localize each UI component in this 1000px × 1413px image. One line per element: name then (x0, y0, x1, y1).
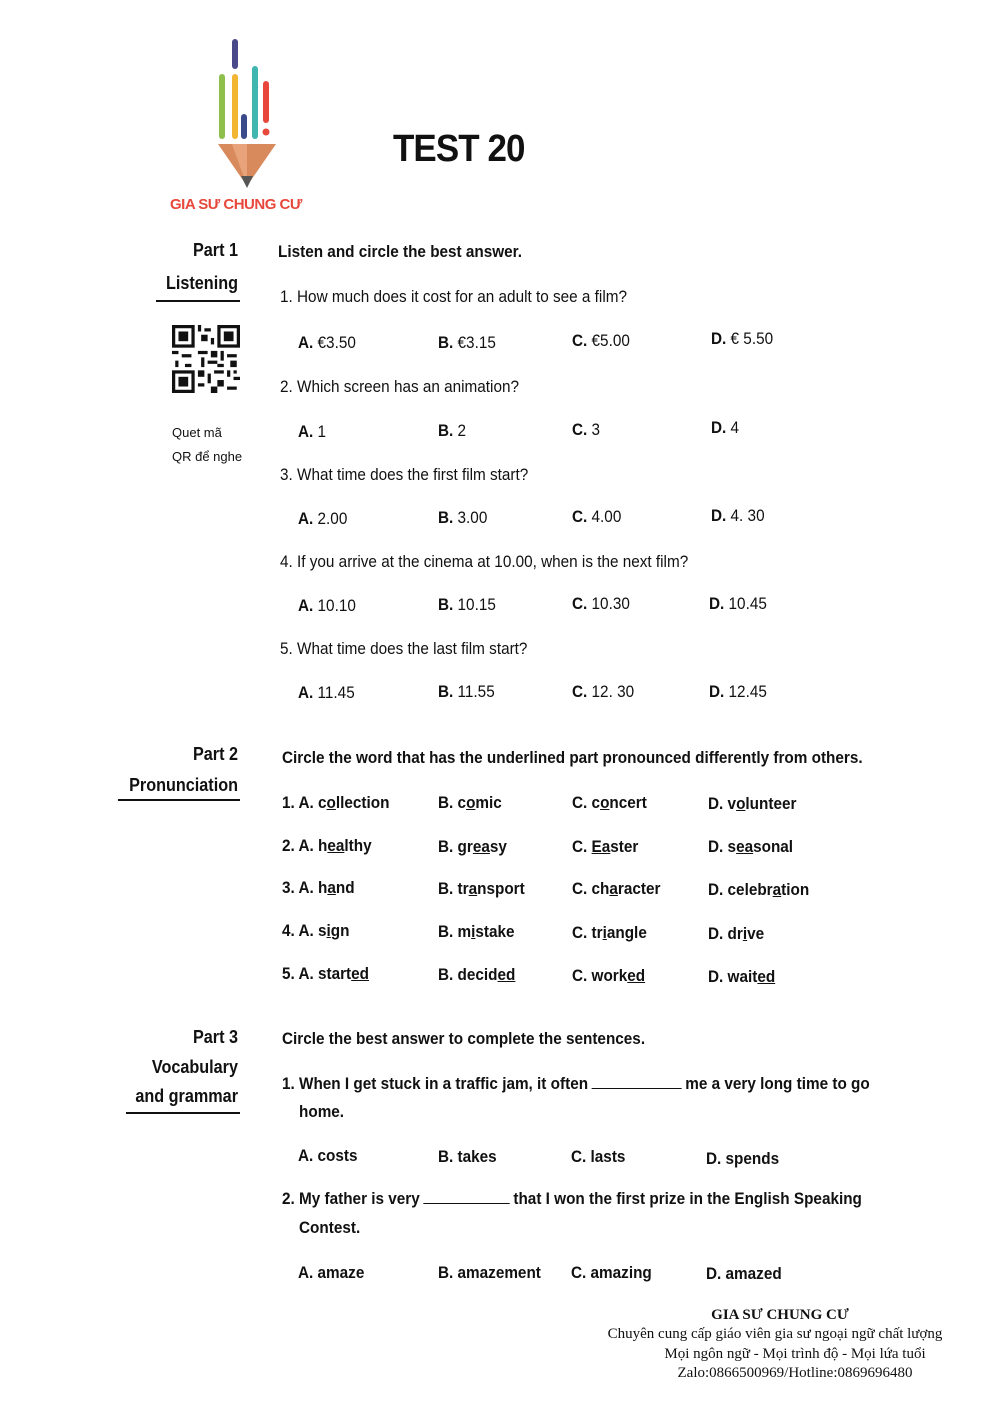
word-prefix: D. s (708, 837, 737, 856)
part2-instruction: Circle the word that has the underlined part pronounced differently from others. (282, 748, 863, 767)
answer-option (298, 422, 326, 442)
underlined-part: Ea (591, 837, 611, 856)
answer-option: D. spends (706, 1149, 780, 1168)
option-letter: C. (572, 331, 588, 350)
pronunciation-option (708, 924, 764, 944)
question-continuation: Contest. (299, 1218, 361, 1237)
pronunciation-option (438, 837, 507, 857)
option-text: 10.30 (587, 594, 630, 613)
footer-contact: Zalo:0866500969/Hotline:0869696480 (677, 1365, 913, 1381)
pencil-logo-icon (212, 36, 282, 191)
underlined-part: ea (472, 837, 490, 856)
option-letter: C. (572, 507, 588, 526)
word-prefix: C. c (572, 793, 601, 812)
option-letter: D. (711, 329, 727, 348)
word-suffix: stake (475, 922, 515, 941)
answer-option (438, 333, 496, 353)
word-prefix: B. decid (438, 965, 498, 984)
part2-name: Pronunciation (129, 775, 238, 795)
answer-option (572, 682, 634, 702)
option-text: 1 (313, 422, 327, 441)
option-letter: D. (709, 594, 725, 613)
qr-caption-line1: Quet mã (172, 425, 222, 440)
option-letter: B. (438, 595, 454, 614)
word-suffix: tion (781, 880, 810, 899)
answer-option (572, 507, 621, 527)
grammar-question (282, 1074, 870, 1094)
word-prefix: C. (572, 837, 592, 856)
underlined-part: o (326, 793, 336, 812)
answer-option (438, 682, 495, 702)
option-text: 11.55 (453, 682, 495, 701)
option-text: 3.00 (453, 508, 488, 527)
part1-instruction: Listen and circle the best answer. (278, 242, 523, 261)
word-prefix: B. m (438, 922, 472, 941)
word-prefix: B. gr (438, 837, 473, 856)
option-letter: B. (438, 333, 454, 352)
footer-slogan: Mọi ngôn ngữ - Mọi trình độ - Mọi lứa tuổi (664, 1346, 926, 1362)
word-suffix: nsport (477, 879, 525, 898)
option-text: 3 (587, 420, 601, 439)
word-prefix: D. dr (708, 924, 743, 943)
word-prefix: 1. A. c (282, 793, 327, 812)
underlined-part: ea (736, 837, 754, 856)
option-text: 11.45 (313, 683, 355, 702)
underlined-part: ea (327, 836, 345, 855)
pronunciation-option (282, 793, 389, 813)
answer-option (572, 594, 630, 614)
word-prefix: 3. A. h (282, 878, 328, 897)
pronunciation-option (572, 879, 660, 899)
pronunciation-option (572, 923, 647, 943)
answer-option: C. lasts (571, 1147, 626, 1166)
option-letter: C. (572, 594, 588, 613)
word-prefix: D. celebr (708, 880, 773, 899)
footer-brand: GIA SƯ CHUNG CƯ (711, 1307, 849, 1323)
word-suffix: angle (606, 923, 647, 942)
underlined-part: ed (351, 964, 370, 983)
word-prefix: B. tr (438, 879, 469, 898)
option-text: €3.50 (313, 333, 356, 352)
listening-question: 5. What time does the last film start? (280, 639, 528, 658)
option-letter: C. (572, 682, 588, 701)
word-prefix: C. work (572, 966, 628, 985)
option-letter: C. (572, 420, 588, 439)
question-text: 2. My father is very (282, 1189, 420, 1208)
question-continuation: home. (299, 1102, 345, 1121)
answer-option (438, 508, 487, 528)
part1-underline (156, 300, 240, 302)
option-text: 2 (453, 421, 467, 440)
option-text: 10.45 (724, 594, 767, 613)
word-suffix: mic (475, 793, 502, 812)
qr-caption-line2: QR để nghe (172, 449, 243, 464)
underlined-part: a (327, 878, 336, 897)
answer-option: B. amazement (438, 1263, 541, 1282)
option-letter: D. (709, 682, 725, 701)
answer-option: A. costs (298, 1146, 358, 1165)
answer-option (298, 509, 347, 529)
answer-option (298, 596, 356, 616)
brand-name: GIA SƯ CHUNG CƯ (170, 196, 302, 213)
answer-option (709, 594, 767, 614)
word-suffix: ster (610, 837, 639, 856)
underlined-part: ed (627, 966, 646, 985)
word-suffix: sy (489, 837, 507, 856)
underlined-part: o (600, 793, 610, 812)
part1-name: Listening (166, 273, 238, 293)
word-prefix: 2. A. h (282, 836, 328, 855)
underlined-part: a (609, 879, 618, 898)
pronunciation-option (282, 878, 355, 898)
answer-option: C. amazing (571, 1263, 652, 1282)
answer-option: B. takes (438, 1147, 497, 1166)
word-prefix: 5. A. start (282, 964, 352, 983)
option-text: 4.00 (587, 507, 622, 526)
answer-option (572, 420, 600, 440)
option-letter: A. (298, 509, 314, 528)
part3-name-line1: Vocabulary (151, 1057, 238, 1077)
option-letter: A. (298, 683, 314, 702)
option-text: €5.00 (587, 331, 630, 350)
option-letter: D. (711, 506, 727, 525)
word-suffix: nd (335, 878, 355, 897)
pronunciation-option (708, 794, 796, 814)
question-text: 1. When I get stuck in a traffic jam, it often (282, 1074, 589, 1093)
part3-label: Part 3 (192, 1027, 238, 1047)
word-prefix: B. c (438, 793, 467, 812)
listening-question: 4. If you arrive at the cinema at 10.00, when is the next film? (280, 552, 689, 571)
option-text: € 5.50 (726, 329, 774, 348)
underlined-part: a (468, 879, 478, 898)
option-text: 2.00 (313, 509, 348, 528)
listening-question: 2. Which screen has an animation? (280, 377, 519, 396)
option-letter: A. (298, 596, 314, 615)
answer-option (711, 329, 773, 349)
pronunciation-option (282, 921, 349, 941)
option-letter: B. (438, 508, 454, 527)
option-text: 12.45 (724, 682, 767, 701)
page-title: TEST 20 (393, 128, 525, 170)
underlined-part: ed (757, 967, 776, 986)
pronunciation-option (572, 966, 645, 986)
pronunciation-option (438, 922, 515, 942)
word-suffix: lthy (344, 836, 372, 855)
word-prefix: C. ch (572, 879, 610, 898)
option-letter: B. (438, 682, 454, 701)
qr-code-icon (172, 325, 240, 393)
part3-underline (126, 1112, 240, 1114)
underlined-part: ed (497, 965, 516, 984)
answer-option (298, 333, 356, 353)
word-suffix: llection (335, 793, 390, 812)
underlined-part: a (772, 880, 782, 899)
answer-blank (423, 1203, 509, 1204)
pronunciation-option (438, 879, 525, 899)
answer-blank (592, 1088, 682, 1089)
word-suffix: ncert (609, 793, 647, 812)
answer-option (572, 331, 630, 351)
answer-option: A. amaze (298, 1263, 365, 1282)
listening-question: 1. How much does it cost for an adult to see a film? (280, 287, 627, 306)
pronunciation-option (282, 964, 369, 984)
option-letter: D. (711, 418, 727, 437)
question-text: me a very long time to go (685, 1074, 870, 1093)
answer-option (298, 683, 355, 703)
part1-label: Part 1 (192, 240, 238, 260)
answer-option (711, 506, 765, 526)
option-letter: B. (438, 421, 454, 440)
word-suffix: lunteer (745, 794, 797, 813)
option-text: 12. 30 (587, 682, 635, 701)
underlined-part: i (602, 923, 607, 942)
pronunciation-option (572, 837, 638, 857)
underlined-part: o (736, 794, 746, 813)
pronunciation-option (708, 880, 809, 900)
part3-name-line2: and grammar (135, 1086, 238, 1106)
option-text: €3.15 (453, 333, 496, 352)
word-suffix: sonal (753, 837, 794, 856)
part2-label: Part 2 (192, 744, 238, 764)
word-prefix: 4. A. s (282, 921, 327, 940)
pronunciation-option (438, 965, 515, 985)
pronunciation-option (708, 837, 793, 857)
pronunciation-option (438, 793, 502, 813)
option-letter: A. (298, 333, 314, 352)
word-suffix: ve (747, 924, 765, 943)
part2-underline (118, 799, 240, 801)
underlined-part: i (326, 921, 331, 940)
answer-option: D. amazed (706, 1264, 782, 1283)
pronunciation-option (708, 967, 775, 987)
answer-option (438, 595, 496, 615)
part3-instruction: Circle the best answer to complete the sentences. (282, 1029, 646, 1048)
footer-tagline: Chuyên cung cấp giáo viên gia sư ngoại ngữ chất lượng (607, 1326, 943, 1342)
option-text: 4 (726, 418, 740, 437)
word-suffix: gn (330, 921, 350, 940)
option-text: 10.15 (453, 595, 496, 614)
pronunciation-option (572, 793, 647, 813)
word-prefix: D. wait (708, 967, 758, 986)
pronunciation-option (282, 836, 372, 856)
word-prefix: D. v (708, 794, 737, 813)
word-suffix: racter (617, 879, 661, 898)
answer-option (438, 421, 466, 441)
question-text: that I won the first prize in the English Speaking (513, 1189, 862, 1208)
option-letter: A. (298, 422, 314, 441)
answer-option (709, 682, 767, 702)
option-text: 4. 30 (726, 506, 765, 525)
underlined-part: i (742, 924, 748, 943)
option-text: 10.10 (313, 596, 356, 615)
underlined-part: o (466, 793, 476, 812)
grammar-question (282, 1189, 862, 1209)
answer-option (711, 418, 739, 438)
listening-question: 3. What time does the first film start? (280, 465, 529, 484)
word-prefix: C. tr (572, 923, 603, 942)
underlined-part: i (471, 922, 476, 941)
